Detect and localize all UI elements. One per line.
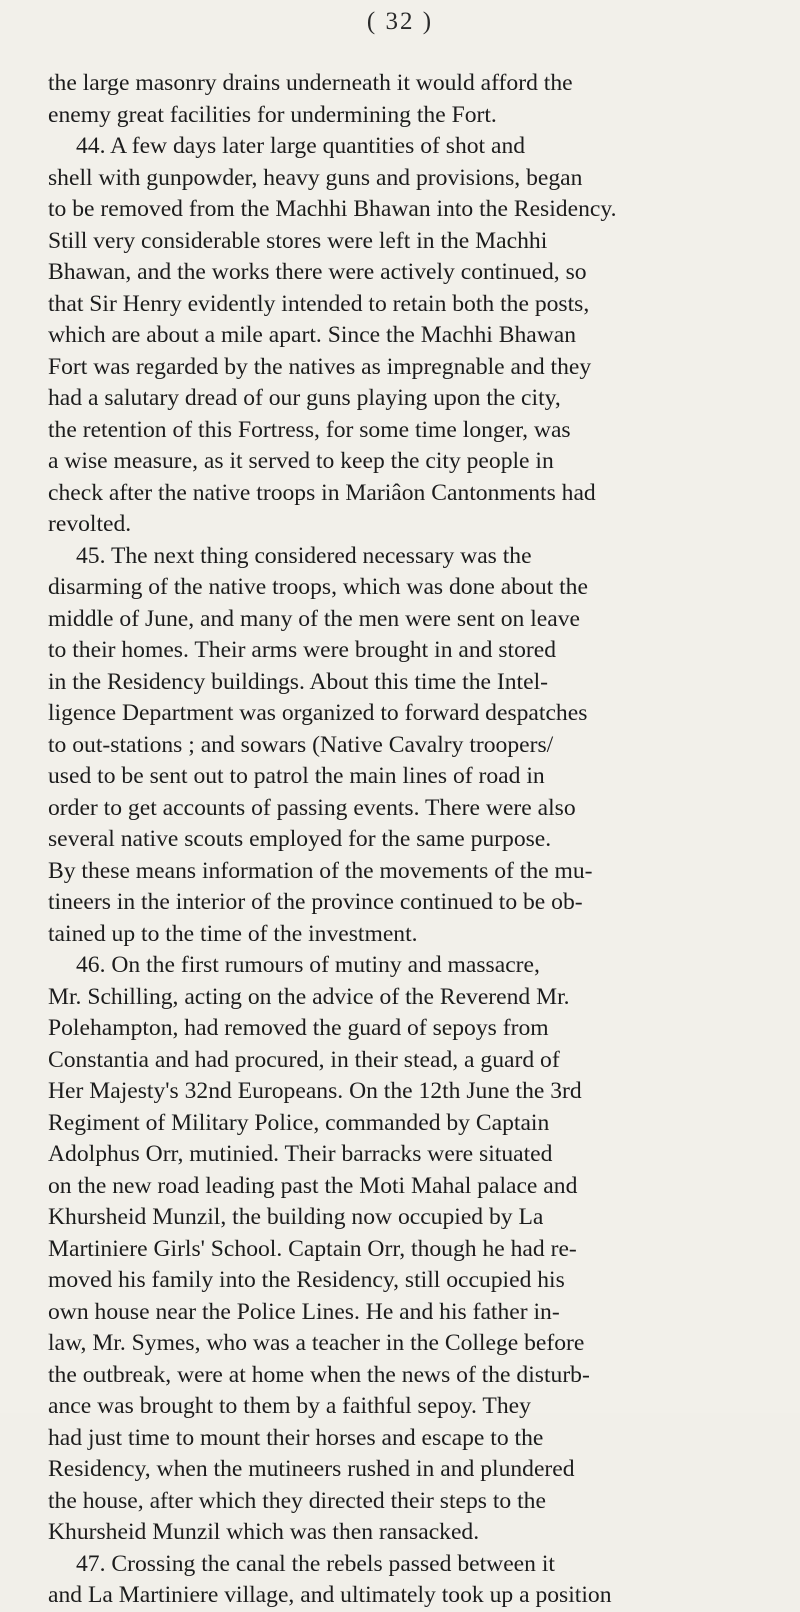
paragraph: [48, 541, 774, 951]
text-line: Martiniere Girls' School. Captain Orr, though he had re-: [48, 1235, 577, 1262]
text-line: in the Residency buildings. About this time the Intel-: [48, 668, 548, 695]
text-line: a wise measure, as it served to keep the city people in: [48, 448, 554, 474]
text-line: moved his family into the Residency, still occupied his: [48, 1267, 565, 1293]
text-line: Adolphus Orr, mutinied. Their barracks were situated: [48, 1141, 553, 1167]
text-line: Khursheid Munzil which was then ransacked.: [48, 1519, 480, 1545]
text-line: tained up to the time of the investment.: [48, 920, 418, 947]
text-line: enemy great facilities for undermining the Fort.: [48, 101, 497, 128]
text-line: ance was brought to them by a faithful sepoy. They: [48, 1393, 531, 1419]
text-line: the retention of this Fortress, for some time longer, was: [48, 416, 571, 443]
text-line: to out-stations ; and sowars (Native Cavalry troopers/: [48, 731, 554, 758]
paragraph: [48, 68, 774, 131]
text-line: Polehampton, had removed the guard of sepoys from: [48, 1015, 549, 1041]
text-line: By these means information of the movements of the mu-: [48, 857, 593, 884]
text-line: order to get accounts of passing events. There were also: [48, 794, 576, 821]
text-line: own house near the Police Lines. He and his father in-: [48, 1298, 560, 1325]
text-line: middle of June, and many of the men were sent on leave: [48, 605, 580, 632]
text-line: Constantia and had procured, in their stead, a guard of: [48, 1046, 560, 1073]
paragraph: [48, 131, 774, 541]
text-line: to their homes. Their arms were brought in and stored: [48, 637, 557, 663]
text-line: law, Mr. Symes, who was a teacher in the College before: [48, 1330, 585, 1356]
text-line: Regiment of Military Police, commanded by Captain: [48, 1109, 550, 1136]
text-line: shell with gunpowder, heavy guns and provisions, began: [48, 164, 583, 191]
text-line: had a salutary dread of our guns playing upon the city,: [48, 385, 561, 411]
text-line: 47. Crossing the canal the rebels passed between it: [76, 1550, 555, 1577]
text-line: the outbreak, were at home when the news of the disturb-: [48, 1361, 590, 1388]
text-line: disarming of the native troops, which was done about the: [48, 574, 588, 600]
text-line: the large masonry drains underneath it would afford the: [48, 70, 573, 96]
text-line: used to be sent out to patrol the main lines of road in: [48, 763, 545, 789]
text-line: that Sir Henry evidently intended to retain both the posts,: [48, 290, 590, 317]
text-line: 45. The next thing considered necessary was the: [76, 542, 532, 569]
text-line: Still very considerable stores were left in the Machhi: [48, 227, 548, 254]
text-line: 46. On the first rumours of mutiny and massacre,: [76, 952, 540, 978]
text-line: Khursheid Munzil, the building now occupied by La: [48, 1204, 544, 1230]
body-text: [48, 68, 774, 1612]
text-line: to be removed from the Machhi Bhawan into the Residency.: [48, 196, 617, 222]
text-line: check after the native troops in Mariâon Cantonments had: [48, 479, 596, 506]
text-line: tineers in the interior of the province continued to be ob-: [48, 889, 583, 915]
text-line: Her Majesty's 32nd Europeans. On the 12th June the 3rd: [48, 1078, 582, 1104]
page-number: ( 32 ): [366, 8, 434, 35]
paragraph: [48, 950, 774, 1549]
text-line: on the new road leading past the Moti Mahal palace and: [48, 1172, 578, 1199]
text-line: ligence Department was organized to forward despatches: [48, 700, 588, 726]
text-line: several native scouts employed for the same purpose.: [48, 826, 552, 852]
text-line: Bhawan, and the works there were actively continued, so: [48, 259, 587, 285]
paragraph: [48, 1549, 774, 1612]
text-line: Residency, when the mutineers rushed in and plundered: [48, 1456, 575, 1482]
text-line: had just time to mount their horses and escape to the: [48, 1424, 544, 1451]
text-line: revolted.: [48, 511, 132, 537]
text-line: the house, after which they directed their steps to the: [48, 1487, 546, 1514]
text-line: Mr. Schilling, acting on the advice of the Reverend Mr.: [48, 983, 570, 1010]
text-line: 44. A few days later large quantities of shot and: [76, 133, 526, 159]
text-line: Fort was regarded by the natives as impregnable and they: [48, 353, 592, 380]
text-line: and La Martiniere village, and ultimately took up a position: [48, 1582, 612, 1608]
text-line: which are about a mile apart. Since the Machhi Bhawan: [48, 322, 577, 348]
